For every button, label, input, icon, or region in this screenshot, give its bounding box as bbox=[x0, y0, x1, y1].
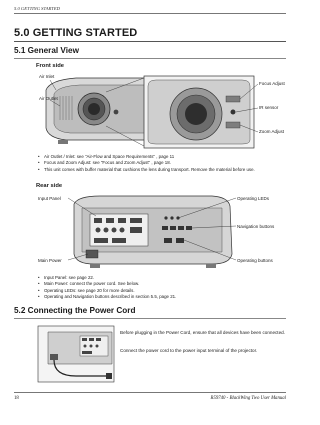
section-general-view-rule bbox=[14, 58, 286, 59]
callout-zoom-adjust: Zoom Adjust bbox=[259, 129, 285, 134]
callout-air-outlet: Air Outlet bbox=[39, 96, 58, 101]
callout-ir-sensor: IR sensor bbox=[259, 105, 279, 110]
power-cord-step-1: Before plugging in the Power Cord, ensure that all devices have been connected. bbox=[120, 330, 285, 335]
front-view-illustration bbox=[36, 72, 286, 152]
note-item: • Air Outlet / Inlet: see "Air-Flow and Space Requirements" , page 11 bbox=[38, 154, 286, 160]
chapter-title: 5.0 GETTING STARTED bbox=[14, 27, 138, 39]
note-item: • Focus and Zoom Adjust: see "Focus and Zoom Adjust" , page 18. bbox=[38, 160, 286, 166]
callout-focus-adjust: Focus Adjust bbox=[259, 81, 285, 86]
footer-rule bbox=[14, 392, 286, 393]
callout-air-inlet: Air Inlet bbox=[39, 74, 55, 79]
section-power-cord-rule bbox=[14, 318, 286, 319]
power-cord-step-2: Connect the power cord to the power input terminal of the projector. bbox=[120, 348, 258, 353]
note-item: • Operating and Navigation buttons described in section 5.5, page 21. bbox=[38, 294, 286, 300]
note-item: • This unit comes with buffer material that cushions the lens during transport. Remove the material before use. bbox=[38, 167, 286, 173]
note-item: • Input Panel: see page 22. bbox=[38, 275, 286, 281]
note-item: • Main Power: connect the power cord. See below. bbox=[38, 281, 286, 287]
chapter-rule bbox=[14, 41, 286, 42]
front-side-subtitle: Front side bbox=[36, 63, 65, 69]
callout-operating-buttons: Operating buttons bbox=[237, 258, 273, 263]
running-header: 5.0 GETTING STARTED bbox=[14, 6, 60, 11]
front-side-notes bbox=[38, 154, 286, 173]
callout-main-power: Main Power bbox=[38, 258, 62, 263]
manual-title: R59740 - BlackWing Two User Manual bbox=[210, 396, 286, 401]
rear-side-subtitle: Rear side bbox=[36, 183, 63, 189]
callout-operating-leds: Operating LEDs bbox=[237, 196, 270, 201]
section-general-view-title: 5.1 General View bbox=[14, 46, 79, 55]
callout-input-panel: Input Panel bbox=[38, 196, 61, 201]
page-number: 18 bbox=[14, 396, 19, 401]
rear-side-notes bbox=[38, 275, 286, 300]
header-rule bbox=[14, 13, 286, 14]
note-item: • Operating LEDs: see page 20 for more details. bbox=[38, 288, 286, 294]
power-cord-illustration bbox=[36, 324, 116, 384]
section-power-cord-title: 5.2 Connecting the Power Cord bbox=[14, 306, 136, 315]
callout-navigation-buttons: Navigation buttons bbox=[237, 224, 275, 229]
